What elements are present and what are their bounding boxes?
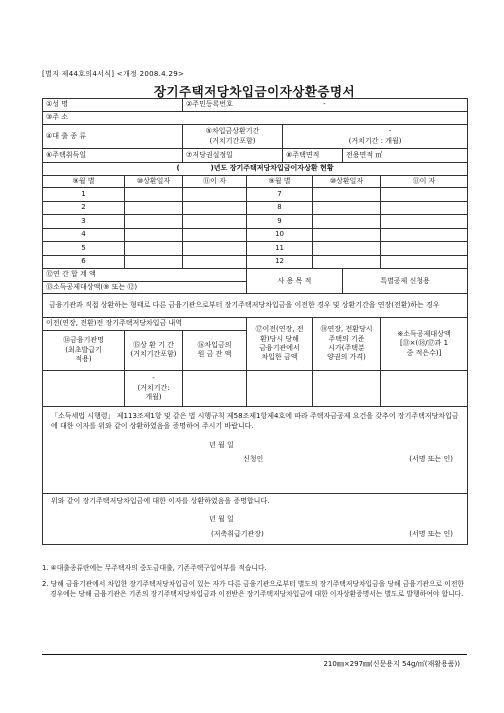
apply-date[interactable]: 년 월 일 bbox=[209, 440, 234, 449]
notes bbox=[42, 563, 467, 600]
month-cell: 2 bbox=[43, 201, 125, 215]
col-month-right: ⑨월 별 bbox=[247, 176, 313, 188]
date-cell[interactable] bbox=[313, 215, 381, 229]
name-label[interactable]: ①성 명 bbox=[43, 99, 183, 112]
col-house-value: ⑱연장, 전환당시 주택의 기준 시가(주택분 양권의 가격) bbox=[313, 318, 381, 370]
month-cell: 12 bbox=[247, 255, 313, 269]
note-2: 2. 당해 금융기관에서 차입한 장기주택저당차입금이 있는 자가 다른 금융기관으로부터 별도의 장기주택저당차입금을 당해 금융기관으로 이전한 경우에는 당해 금융기관은 기존의 장기주택저당차입금과 이전받은 장기주택저당차입금에 대한 이자상환증명서는 별도로 발행하여야 합니다. bbox=[42, 579, 464, 599]
rrn-cell[interactable] bbox=[183, 99, 468, 112]
rrn-label: ②주민등록번호 bbox=[186, 100, 233, 109]
interest-cell[interactable] bbox=[183, 215, 247, 229]
date-cell[interactable] bbox=[125, 215, 183, 229]
transfer-section-title: 이전(연장, 전환)전 장기주택저당차입금 내역 bbox=[43, 318, 247, 330]
month-cell: 9 bbox=[247, 215, 313, 229]
interest-cell[interactable] bbox=[381, 228, 468, 242]
month-cell: 1 bbox=[43, 188, 125, 202]
period-value[interactable] bbox=[125, 370, 183, 406]
col-date-left: ⑩상환일자 bbox=[125, 176, 183, 188]
month-cell: 3 bbox=[43, 215, 125, 229]
repay-period-label: ⑤차입금상환기간 (거치기간포함) bbox=[183, 125, 283, 149]
interest-cell[interactable] bbox=[381, 242, 468, 256]
interest-cell[interactable] bbox=[381, 215, 468, 229]
mortgage-date-field[interactable]: ⑦저당권설정일 bbox=[183, 149, 283, 163]
principal-value[interactable] bbox=[183, 370, 247, 406]
deduction-value[interactable] bbox=[381, 370, 468, 406]
date-cell[interactable] bbox=[313, 188, 381, 202]
col-date-right: ⑩상환일자 bbox=[313, 176, 381, 188]
date-cell[interactable] bbox=[125, 242, 183, 256]
certification-text: 「소득세법 시행령」 제113조제1항 및 같은 법 시행규칙 제58조제1항제4호에 따라 주택자금공제 요건을 갖추어 장기주택저당차입금에 대한 이자를 위와 같이 상환하였음을 증명하여 주시기 바랍니다. bbox=[51, 411, 459, 431]
date-cell[interactable] bbox=[125, 255, 183, 269]
house-area-label: ⑧주택면적 bbox=[283, 149, 343, 163]
rrn-dash: - bbox=[323, 100, 326, 109]
issuer-label: (저축취급기관장) bbox=[211, 529, 264, 538]
col-transfer-amount: ⑰이전(연장, 전 환)당시 당해 금융기관에서 차입한 금액 bbox=[247, 318, 313, 370]
acquisition-date-field[interactable]: ⑥주택취득일 bbox=[43, 149, 183, 163]
deduction-amount-field[interactable]: ⑬소득공제대상액(⑨ 또는 ⑫) bbox=[43, 281, 247, 293]
col-period: ⑮상 환 기 간 (거치기간포함) bbox=[125, 330, 183, 370]
repay-period-value[interactable] bbox=[283, 125, 468, 149]
issuer-block bbox=[43, 493, 468, 544]
institution-value[interactable] bbox=[43, 370, 125, 406]
month-cell: 5 bbox=[43, 242, 125, 256]
issue-date[interactable]: 년 월 일 bbox=[209, 515, 234, 524]
purpose-label: 사 용 목 적 bbox=[247, 269, 343, 294]
interest-cell[interactable] bbox=[183, 242, 247, 256]
paper-spec: 210㎜×297㎜(신문용지 54g/㎡(재활용품)) bbox=[323, 660, 460, 668]
purpose-value: 특별공제 신청용 bbox=[343, 269, 468, 294]
month-cell: 10 bbox=[247, 228, 313, 242]
repay-dash: - bbox=[388, 127, 392, 136]
col-interest-right: ⑪이 자 bbox=[381, 176, 468, 188]
interest-cell[interactable] bbox=[183, 255, 247, 269]
month-cell: 6 bbox=[43, 255, 125, 269]
note-1: 1. ④대출종류란에는 무주택자의 중도금대출, 기존주택구입여부를 적습니다. bbox=[42, 564, 267, 572]
status-title-text: )년도 장기주택저당차입금이자상환 현황 bbox=[210, 164, 334, 173]
transfer-amount-value[interactable] bbox=[247, 370, 313, 406]
period-dash: - bbox=[152, 374, 155, 383]
date-cell[interactable] bbox=[125, 228, 183, 242]
address-field[interactable]: ③주 소 bbox=[43, 112, 468, 125]
certification-block bbox=[43, 406, 468, 493]
month-cell: 7 bbox=[247, 188, 313, 202]
date-cell[interactable] bbox=[313, 242, 381, 256]
month-cell: 11 bbox=[247, 242, 313, 256]
col-month-left: ⑨월 별 bbox=[43, 176, 125, 188]
date-cell[interactable] bbox=[313, 201, 381, 215]
issuer-cert-text: 위와 같이 장기주택저당차입금에 대한 이자를 상환하였음을 증명합니다. bbox=[51, 496, 270, 505]
date-cell[interactable] bbox=[313, 228, 381, 242]
applicant-label: 신청인 bbox=[243, 455, 264, 464]
month-cell: 8 bbox=[247, 201, 313, 215]
interest-cell[interactable] bbox=[183, 228, 247, 242]
status-title bbox=[43, 163, 468, 176]
interest-cell[interactable] bbox=[381, 255, 468, 269]
annual-total-field[interactable]: ⑫연 간 합 계 액 bbox=[43, 269, 247, 281]
interest-cell[interactable] bbox=[183, 188, 247, 202]
interest-cell[interactable] bbox=[381, 188, 468, 202]
bottom-rule bbox=[42, 654, 467, 655]
status-title-prefix: ( bbox=[176, 164, 180, 173]
interest-cell[interactable] bbox=[183, 201, 247, 215]
date-cell[interactable] bbox=[313, 255, 381, 269]
col-principal: ⑯차입금의 원 금 잔 액 bbox=[183, 330, 247, 370]
col-institution: ⑭금융기관명 (최초발급기 적용) bbox=[43, 330, 125, 370]
page-title: 장기주택저당차입금이자상환증명서 bbox=[153, 84, 356, 99]
applicant-signature[interactable]: (서명 또는 인) bbox=[409, 455, 454, 464]
date-cell[interactable] bbox=[125, 201, 183, 215]
grace-period: (거치기간 : 개월) bbox=[348, 136, 402, 145]
issuer-signature[interactable]: (서명 또는 인) bbox=[409, 529, 454, 538]
col-interest-left: ⑪이 자 bbox=[183, 176, 247, 188]
date-cell[interactable] bbox=[125, 188, 183, 202]
loan-type-field[interactable]: ④대 출 종 류 bbox=[43, 125, 183, 149]
interest-cell[interactable] bbox=[381, 201, 468, 215]
form-number-note: [별지 제44호의4서식] <개정 2008.4.29> bbox=[42, 70, 185, 78]
period-grace: (거치기간: 개월) bbox=[137, 383, 170, 401]
certificate-form bbox=[42, 98, 468, 545]
house-value-value[interactable] bbox=[313, 370, 381, 406]
transfer-note: 금융기관과 직접 상환하는 형태로 다른 금융기관으로부터 장기주택저당차입금을 이전한 경우 및 상환기간을 연장(전환)하는 경우 bbox=[43, 294, 468, 318]
exclusive-area-field[interactable]: 전용면적 ㎡ bbox=[343, 149, 468, 163]
col-deduction: ※소득공제대상액 [⑬×(⑱/⑰과 1 중 적은수)] bbox=[381, 318, 468, 370]
month-cell: 4 bbox=[43, 228, 125, 242]
